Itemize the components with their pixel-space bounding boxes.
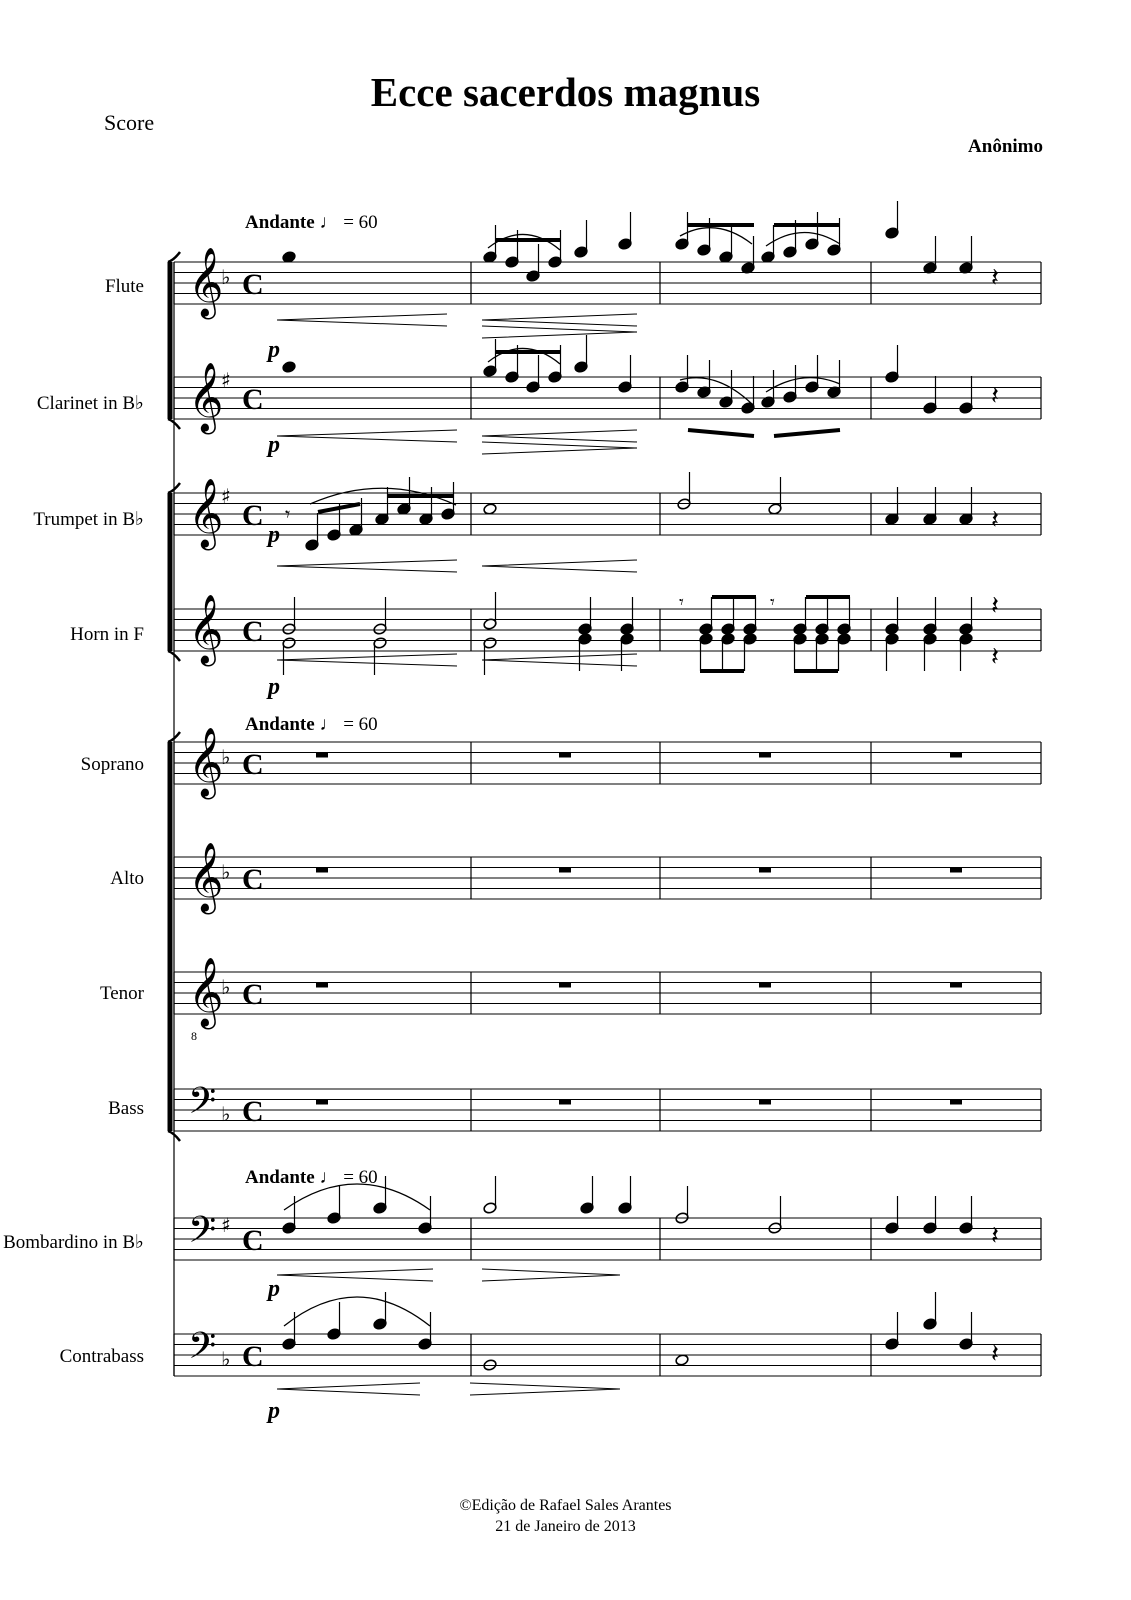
common-time-icon: C <box>242 1340 264 1373</box>
quarter-rest-icon: 𝄽 <box>991 1339 999 1369</box>
whole-rest <box>950 1100 962 1105</box>
flat-icon: ♭ <box>221 745 231 769</box>
tempo-word: Andante <box>245 212 315 233</box>
whole-rest <box>759 983 771 988</box>
treble-clef-icon: 𝄞 <box>188 594 224 664</box>
edition-date: 21 de Janeiro de 2013 <box>495 1518 636 1535</box>
dynamic-piano: p <box>268 337 280 363</box>
composer: Anônimo <box>968 136 1043 157</box>
instrument-label-contrabass: Contrabass <box>59 1346 144 1367</box>
decrescendo-hairpin <box>470 1383 620 1395</box>
instrument-label-alto: Alto <box>110 868 144 889</box>
common-time-icon: C <box>242 1224 264 1257</box>
bass-clef-icon: 𝄢 <box>188 1209 217 1260</box>
slur <box>284 1184 430 1210</box>
crescendo-hairpin <box>482 560 637 572</box>
crescendo-hairpin <box>482 430 637 442</box>
crescendo-hairpin <box>277 314 447 326</box>
note-head <box>282 361 296 374</box>
flat-icon: ♭ <box>221 265 231 289</box>
common-time-icon: C <box>242 748 264 781</box>
whole-rest <box>316 753 328 758</box>
common-time-icon: C <box>242 499 264 532</box>
treble-clef-icon: 𝄞 <box>188 247 224 317</box>
score-label: Score <box>104 110 155 135</box>
whole-rest <box>316 868 328 873</box>
whole-rest <box>759 1100 771 1105</box>
crescendo-hairpin <box>277 1269 433 1281</box>
tempo-value: = 60 <box>343 1167 378 1188</box>
treble-clef-icon: 𝄞 <box>188 957 224 1027</box>
flat-icon: ♭ <box>221 1347 231 1371</box>
bracket-woodwinds-cap-top <box>168 252 180 262</box>
crescendo-hairpin <box>482 314 637 326</box>
common-time-icon: C <box>242 615 264 648</box>
common-time-icon: C <box>242 863 264 896</box>
decrescendo-hairpin <box>482 1269 620 1281</box>
decrescendo-hairpin <box>482 326 637 338</box>
treble-clef-icon: 𝄞 <box>188 727 224 797</box>
tempo-word: Andante <box>245 714 315 735</box>
quarter-note-icon: ♩ <box>319 212 339 233</box>
dynamic-piano: p <box>268 674 280 700</box>
flat-icon: ♭ <box>221 975 231 999</box>
slur <box>766 232 840 246</box>
quarter-rest-icon: 𝄽 <box>991 381 999 411</box>
slur <box>488 234 560 250</box>
bass-clef-icon: 𝄢 <box>188 1080 217 1131</box>
sharp-icon: ♯ <box>221 368 231 392</box>
note-head <box>282 251 296 264</box>
sharp-icon: ♯ <box>221 484 231 508</box>
instrument-label-soprano: Soprano <box>80 754 144 775</box>
dynamic-piano: p <box>268 1398 280 1424</box>
system-brackets <box>168 252 180 1376</box>
note-head <box>483 503 497 516</box>
crescendo-hairpin <box>277 430 457 442</box>
eighth-rest-icon: 𝄾 <box>770 592 775 613</box>
instrument-label-clarinet: Clarinet in B♭ <box>36 393 144 414</box>
sharp-icon: ♯ <box>221 1213 231 1237</box>
edition-credit: ©Edição de Rafael Sales Arantes <box>459 1497 672 1514</box>
whole-rest <box>559 1100 571 1105</box>
tempo-word: Andante <box>245 1167 315 1188</box>
crescendo-hairpin <box>482 654 637 666</box>
common-time-icon: C <box>242 1095 264 1128</box>
instrument-label-trumpet: Trumpet in B♭ <box>33 509 144 530</box>
whole-rest <box>950 983 962 988</box>
whole-rest <box>559 868 571 873</box>
treble-clef-icon: 𝄞 <box>188 478 224 548</box>
instrument-label-flute: Flute <box>104 276 144 297</box>
quarter-rest-icon: 𝄽 <box>991 505 999 535</box>
slur <box>680 378 752 404</box>
tempo-value: = 60 <box>343 212 378 233</box>
quarter-rest-icon: 𝄽 <box>991 1221 999 1251</box>
slur <box>680 228 752 244</box>
eighth-rest-icon: 𝄾 <box>679 592 684 613</box>
quarter-rest-icon: 𝄽 <box>991 642 999 672</box>
whole-rest <box>316 983 328 988</box>
instrument-label-tenor: Tenor <box>99 983 144 1004</box>
treble-clef-icon: 𝄞 <box>188 362 224 432</box>
quarter-note-icon: ♩ <box>319 1167 339 1188</box>
staff-lines-group <box>174 262 1041 1376</box>
whole-rest <box>950 868 962 873</box>
note-head <box>675 1354 689 1367</box>
slur <box>310 488 456 505</box>
eighth-rest-icon: 𝄾 <box>285 502 291 526</box>
score-title: Ecce sacerdos magnus <box>370 69 761 115</box>
crescendo-hairpin <box>277 560 457 572</box>
whole-rest <box>759 868 771 873</box>
common-time-icon: C <box>242 383 264 416</box>
beam <box>688 430 754 436</box>
quarter-rest-icon: 𝄽 <box>991 263 999 293</box>
quarter-rest-icon: 𝄽 <box>991 591 999 621</box>
dynamic-piano: p <box>268 1276 280 1302</box>
common-time-icon: C <box>242 978 264 1011</box>
whole-rest <box>316 1100 328 1105</box>
flat-icon: ♭ <box>221 1102 231 1126</box>
beam <box>774 430 840 436</box>
whole-rest <box>559 983 571 988</box>
slur <box>284 1297 430 1326</box>
crescendo-hairpin <box>277 654 457 666</box>
bass-clef-icon: 𝄢 <box>188 1325 217 1376</box>
whole-rest <box>559 753 571 758</box>
flat-icon: ♭ <box>221 860 231 884</box>
quarter-note-icon: ♩ <box>319 714 339 735</box>
decrescendo-hairpin <box>482 442 637 454</box>
clefs-and-signatures <box>188 247 264 1376</box>
common-time-icon: C <box>242 268 264 301</box>
instrument-label-bombardino: Bombardino in B♭ <box>3 1232 144 1253</box>
octave-eight-icon: 8 <box>191 1029 197 1043</box>
dynamic-piano: p <box>268 522 280 548</box>
dynamic-piano: p <box>268 432 280 458</box>
whole-rest <box>950 753 962 758</box>
tempo-value: = 60 <box>343 714 378 735</box>
whole-rest <box>759 753 771 758</box>
treble-clef-icon: 𝄞 <box>188 842 224 912</box>
crescendo-hairpin <box>277 1383 420 1395</box>
instrument-label-horn: Horn in F <box>70 624 144 645</box>
instrument-label-bass: Bass <box>108 1098 144 1119</box>
